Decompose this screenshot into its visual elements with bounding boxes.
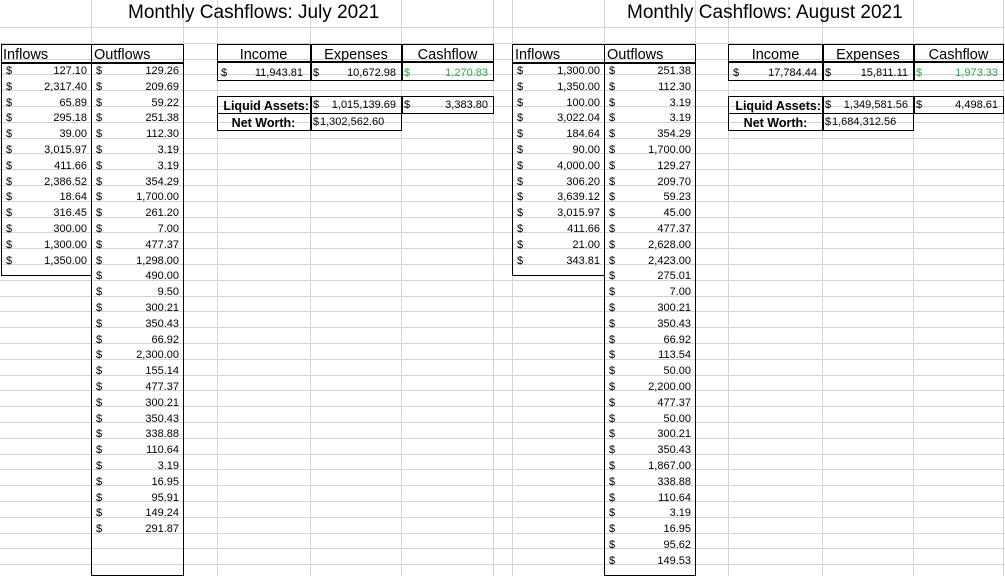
july-title: Monthly Cashflows: July 2021	[128, 2, 380, 23]
august-outflow-currency: $	[609, 539, 616, 551]
july-outflow-cell[interactable]: 350.43	[145, 318, 179, 330]
july-outflow-cell[interactable]: 9.50	[157, 286, 179, 298]
august-inflow-cell[interactable]: 4,000.00	[557, 160, 600, 172]
july-inflow-currency: $	[6, 223, 13, 235]
july-liquid-extra-value: 3,383.80	[445, 99, 488, 111]
july-liquid-border	[217, 96, 494, 114]
july-outflow-cell[interactable]: 16.95	[151, 476, 179, 488]
august-inflow-cell[interactable]: 3,022.04	[557, 112, 600, 124]
august-outflow-cell[interactable]: 251.38	[657, 65, 691, 77]
july-outflow-currency: $	[96, 428, 103, 440]
august-outflow-cell[interactable]: 16.95	[663, 523, 691, 535]
august-liquid-border	[728, 96, 1004, 114]
august-net-worth-value: 1,684,312.56	[832, 116, 897, 128]
july-inflow-currency: $	[6, 191, 13, 203]
august-inflow-cell[interactable]: 100.00	[566, 97, 600, 109]
july-outflow-currency: $	[96, 144, 103, 156]
july-outflow-cell[interactable]: 59.22	[151, 97, 179, 109]
august-inflow-cell[interactable]: 411.66	[567, 223, 600, 235]
august-inflow-currency: $	[517, 97, 524, 109]
august-outflow-cell[interactable]: 149.53	[657, 555, 691, 567]
august-inflow-cell[interactable]: 3,015.97	[557, 207, 600, 219]
july-networth-currency: $	[313, 116, 320, 128]
august-title: Monthly Cashflows: August 2021	[627, 2, 903, 23]
august-outflow-currency: $	[609, 492, 616, 504]
august-asset-sep2	[913, 96, 915, 114]
august-liquid-extra-currency: $	[916, 99, 923, 111]
august-inflow-currency: $	[517, 160, 524, 172]
august-liquid-currency: $	[825, 99, 832, 111]
july-liquid-currency: $	[313, 99, 320, 111]
july-outflow-cell[interactable]: 3.19	[157, 460, 179, 472]
august-outflow-currency: $	[609, 365, 616, 377]
july-expenses-header: Expenses	[324, 47, 388, 63]
august-inflow-currency: $	[517, 255, 524, 267]
july-outflow-cell[interactable]: 3.19	[157, 160, 179, 172]
august-outflow-currency: $	[609, 413, 616, 425]
july-outflow-currency: $	[96, 97, 103, 109]
july-liquid-assets-label: Liquid Assets:	[223, 99, 309, 113]
august-outflow-cell[interactable]: 275.01	[657, 270, 691, 282]
august-outflows-header: Outflows	[607, 47, 664, 63]
july-outflow-currency: $	[96, 223, 103, 235]
july-inflows-header: Inflows	[3, 47, 49, 63]
august-outflow-currency: $	[609, 428, 616, 440]
august-inflow-cell[interactable]: 1,350.00	[557, 81, 600, 93]
august-outflow-cell[interactable]: 354.29	[657, 128, 691, 140]
july-inflow-currency: $	[6, 112, 13, 124]
july-inflow-cell[interactable]: 39.00	[59, 128, 87, 140]
august-inflow-cell[interactable]: 306.20	[566, 176, 600, 188]
july-asset-sep1	[310, 96, 312, 131]
august-net-worth-label: Net Worth:	[743, 116, 808, 130]
august-outflow-cell[interactable]: 338.88	[657, 476, 691, 488]
july-inflow-cell[interactable]: 127.10	[53, 65, 87, 77]
august-inflow-currency: $	[517, 191, 524, 203]
august-outflow-cell[interactable]: 477.37	[657, 223, 691, 235]
august-outflow-currency: $	[609, 334, 616, 346]
july-outflow-currency: $	[96, 65, 103, 77]
august-outflow-currency: $	[609, 160, 616, 172]
july-outflow-currency: $	[96, 255, 103, 267]
august-expenses-currency: $	[825, 67, 832, 79]
august-inflow-currency: $	[517, 128, 524, 140]
august-outflow-cell[interactable]: 3.19	[669, 507, 691, 519]
july-outflows-header: Outflows	[94, 47, 151, 63]
august-outflow-currency: $	[609, 191, 616, 203]
august-outflow-cell[interactable]: 2,423.00	[648, 255, 691, 267]
july-outflow-currency: $	[96, 476, 103, 488]
july-outflow-cell[interactable]: 251.38	[145, 112, 179, 124]
august-outflow-currency: $	[609, 523, 616, 535]
august-outflow-cell[interactable]: 7.00	[669, 286, 691, 298]
july-outflow-currency: $	[96, 444, 103, 456]
july-liquid-extra-currency: $	[404, 99, 411, 111]
august-income-value: 17,784.44	[768, 67, 817, 79]
july-outflow-currency: $	[96, 381, 103, 393]
august-liquid-assets-label: Liquid Assets:	[735, 99, 821, 113]
july-income-header: Income	[239, 47, 288, 63]
july-outflow-cell[interactable]: 7.00	[157, 223, 179, 235]
august-outflow-cell[interactable]: 66.92	[663, 334, 691, 346]
august-expenses-value: 15,811.11	[860, 67, 908, 79]
july-inflow-currency: $	[6, 239, 13, 251]
july-outflow-currency: $	[96, 81, 103, 93]
july-outflow-currency: $	[96, 318, 103, 330]
july-outflow-cell[interactable]: 350.43	[145, 413, 179, 425]
august-outflow-currency: $	[609, 239, 616, 251]
july-inflow-cell[interactable]: 18.64	[59, 191, 87, 203]
july-outflow-currency: $	[96, 112, 103, 124]
july-outflow-currency: $	[96, 523, 103, 535]
july-outflow-currency: $	[96, 128, 103, 140]
july-outflow-cell[interactable]: 300.21	[145, 302, 179, 314]
july-inflow-cell[interactable]: 65.89	[59, 97, 87, 109]
august-inflow-cell[interactable]: 90.00	[572, 144, 600, 156]
july-outflow-cell[interactable]: 1,298.00	[136, 255, 179, 267]
july-inflow-cell[interactable]: 2,317.40	[44, 81, 87, 93]
august-outflow-currency: $	[609, 112, 616, 124]
august-outflow-cell[interactable]: 350.43	[657, 444, 691, 456]
july-summary-divider	[217, 61, 494, 63]
august-outflow-cell[interactable]: 50.00	[663, 365, 691, 377]
august-networth-currency: $	[825, 116, 832, 128]
august-outflow-currency: $	[609, 207, 616, 219]
august-outflow-cell[interactable]: 300.21	[657, 428, 691, 440]
july-outflow-cell[interactable]: 129.26	[145, 65, 179, 77]
august-asset-sep1	[822, 96, 824, 131]
august-inflow-currency: $	[517, 112, 524, 124]
august-outflow-currency: $	[609, 270, 616, 282]
july-outflow-currency: $	[96, 334, 103, 346]
august-expenses-header: Expenses	[836, 47, 900, 63]
july-inflow-currency: $	[6, 176, 13, 188]
august-outflow-currency: $	[609, 460, 616, 472]
august-inflow-cell[interactable]: 184.64	[566, 128, 600, 140]
july-outflow-cell[interactable]: 95.91	[151, 492, 179, 504]
july-inflow-currency: $	[6, 128, 13, 140]
august-cashflow-currency: $	[916, 67, 923, 79]
july-outflow-cell[interactable]: 490.00	[145, 270, 179, 282]
august-outflow-cell[interactable]: 1,867.00	[648, 460, 691, 472]
july-inflow-cell[interactable]: 1,350.00	[44, 255, 87, 267]
july-inflow-currency: $	[6, 97, 13, 109]
august-outflow-cell[interactable]: 113.54	[658, 349, 691, 361]
july-liquid-assets-value: 1,015,139.69	[331, 99, 396, 111]
august-liquid-assets-value: 1,349,581.56	[843, 99, 908, 111]
august-outflow-cell[interactable]: 477.37	[657, 397, 691, 409]
august-cashflow-header: Cashflow	[928, 47, 989, 63]
july-outflow-cell[interactable]: 261.20	[145, 207, 179, 219]
august-outflow-currency: $	[609, 507, 616, 519]
august-outflow-cell[interactable]: 129.27	[657, 160, 691, 172]
july-outflow-currency: $	[96, 286, 103, 298]
july-inflow-cell[interactable]: 1,300.00	[44, 239, 87, 251]
july-inflow-cell[interactable]: 295.18	[53, 112, 87, 124]
august-outflow-cell[interactable]: 2,200.00	[648, 381, 691, 393]
july-cashflow-currency: $	[404, 67, 411, 79]
august-outflow-currency: $	[609, 286, 616, 298]
july-inflow-cell[interactable]: 411.66	[54, 160, 87, 172]
july-inflow-currency: $	[6, 160, 13, 172]
august-outflow-cell[interactable]: 45.00	[663, 207, 691, 219]
july-outflow-cell[interactable]: 354.29	[145, 176, 179, 188]
july-inflow-currency: $	[6, 144, 13, 156]
august-inflow-cell[interactable]: 21.00	[572, 239, 600, 251]
august-outflow-currency: $	[609, 444, 616, 456]
august-outflow-cell[interactable]: 112.30	[658, 81, 691, 93]
july-net-worth-value: 1,302,562.60	[320, 116, 385, 128]
july-outflow-currency: $	[96, 207, 103, 219]
july-summary-sep2	[401, 44, 403, 81]
august-summary-divider	[728, 61, 1004, 63]
august-outflow-currency: $	[609, 144, 616, 156]
july-outflow-currency: $	[96, 349, 103, 361]
july-outflow-currency: $	[96, 191, 103, 203]
august-inflow-currency: $	[517, 176, 524, 188]
august-outflow-cell[interactable]: 95.62	[663, 539, 691, 551]
august-outflow-currency: $	[609, 97, 616, 109]
july-outflow-cell[interactable]: 149.24	[145, 507, 179, 519]
july-outflow-cell[interactable]: 300.21	[145, 397, 179, 409]
august-outflow-cell[interactable]: 3.19	[669, 112, 691, 124]
july-outflow-currency: $	[96, 413, 103, 425]
august-liquid-extra-value: 4,498.61	[955, 99, 998, 111]
july-inflow-cell[interactable]: 316.45	[53, 207, 87, 219]
august-inflow-cell[interactable]: 1,300.00	[557, 65, 600, 77]
july-outflow-currency: $	[96, 176, 103, 188]
august-inflow-cell[interactable]: 343.81	[566, 255, 600, 267]
august-outflow-currency: $	[609, 318, 616, 330]
august-outflow-cell[interactable]: 2,628.00	[648, 239, 691, 251]
july-outflow-cell[interactable]: 1,700.00	[136, 191, 179, 203]
august-inflow-cell[interactable]: 3,639.12	[557, 191, 600, 203]
july-outflow-currency: $	[96, 460, 103, 472]
july-outflow-currency: $	[96, 507, 103, 519]
august-income-header: Income	[751, 47, 800, 63]
august-outflow-currency: $	[609, 255, 616, 267]
august-outflow-currency: $	[609, 349, 616, 361]
july-inflow-currency: $	[6, 255, 13, 267]
july-outflow-currency: $	[96, 397, 103, 409]
july-inflow-cell[interactable]: 3,015.97	[44, 144, 87, 156]
august-outflow-currency: $	[609, 176, 616, 188]
july-outflow-cell[interactable]: 338.88	[145, 428, 179, 440]
july-cashflow-value: 1,270.83	[445, 67, 488, 79]
august-networth-border	[728, 113, 914, 131]
august-cashflow-value: 1,973.33	[955, 67, 998, 79]
july-outflow-cell[interactable]: 110.64	[146, 444, 179, 456]
july-outflow-cell[interactable]: 112.30	[146, 128, 179, 140]
august-inflow-currency: $	[517, 223, 524, 235]
august-inflow-currency: $	[517, 239, 524, 251]
august-outflow-cell[interactable]: 50.00	[663, 413, 691, 425]
august-summary-sep1	[822, 44, 824, 81]
august-outflow-cell[interactable]: 300.21	[657, 302, 691, 314]
july-outflow-cell[interactable]: 66.92	[151, 334, 179, 346]
july-inflow-cell[interactable]: 300.00	[53, 223, 87, 235]
july-asset-sep2	[401, 96, 403, 114]
july-inflow-currency: $	[6, 207, 13, 219]
july-outflow-cell[interactable]: 155.14	[145, 365, 179, 377]
august-outflow-currency: $	[609, 397, 616, 409]
july-outflow-currency: $	[96, 492, 103, 504]
august-outflow-currency: $	[609, 302, 616, 314]
august-outflow-currency: $	[609, 128, 616, 140]
july-income-value: 11,943.81	[254, 67, 303, 79]
july-cashflow-header: Cashflow	[417, 47, 478, 63]
august-summary-sep2	[913, 44, 915, 81]
august-outflow-cell[interactable]: 209.70	[657, 176, 691, 188]
august-inflows-header: Inflows	[515, 47, 561, 63]
july-outflow-currency: $	[96, 160, 103, 172]
july-expenses-value: 10,672.98	[347, 67, 396, 79]
august-outflow-currency: $	[609, 65, 616, 77]
august-inflow-currency: $	[517, 81, 524, 93]
august-inflow-currency: $	[517, 207, 524, 219]
august-outflow-cell[interactable]: 350.43	[657, 318, 691, 330]
july-outflow-currency: $	[96, 270, 103, 282]
august-income-currency: $	[733, 67, 740, 79]
july-inflow-currency: $	[6, 81, 13, 93]
july-outflow-cell[interactable]: 291.87	[145, 523, 179, 535]
august-outflow-currency: $	[609, 381, 616, 393]
july-outflow-currency: $	[96, 239, 103, 251]
august-outflow-currency: $	[609, 555, 616, 567]
august-outflow-cell[interactable]: 59.23	[663, 191, 691, 203]
august-outflow-cell[interactable]: 3.19	[669, 97, 691, 109]
august-outflow-cell[interactable]: 1,700.00	[648, 144, 691, 156]
august-outflow-currency: $	[609, 476, 616, 488]
july-summary-sep1	[310, 44, 312, 81]
july-inflow-cell[interactable]: 2,386.52	[44, 176, 87, 188]
august-outflow-currency: $	[609, 81, 616, 93]
july-outflow-currency: $	[96, 365, 103, 377]
july-outflow-cell[interactable]: 3.19	[157, 144, 179, 156]
july-header-divider	[1, 62, 184, 64]
july-expenses-currency: $	[313, 67, 320, 79]
july-outflow-cell[interactable]: 2,300.00	[136, 349, 179, 361]
july-outflow-cell[interactable]: 477.37	[145, 381, 179, 393]
july-outflow-cell[interactable]: 477.37	[145, 239, 179, 251]
july-inflow-currency: $	[6, 65, 13, 77]
july-net-worth-label: Net Worth:	[231, 116, 296, 130]
july-outflow-currency: $	[96, 302, 103, 314]
august-inflow-currency: $	[517, 65, 524, 77]
august-inflow-currency: $	[517, 144, 524, 156]
august-outflow-cell[interactable]: 110.64	[658, 492, 691, 504]
july-outflow-cell[interactable]: 209.69	[145, 81, 179, 93]
august-header-divider	[512, 62, 696, 64]
august-outflow-currency: $	[609, 223, 616, 235]
july-income-currency: $	[221, 67, 228, 79]
